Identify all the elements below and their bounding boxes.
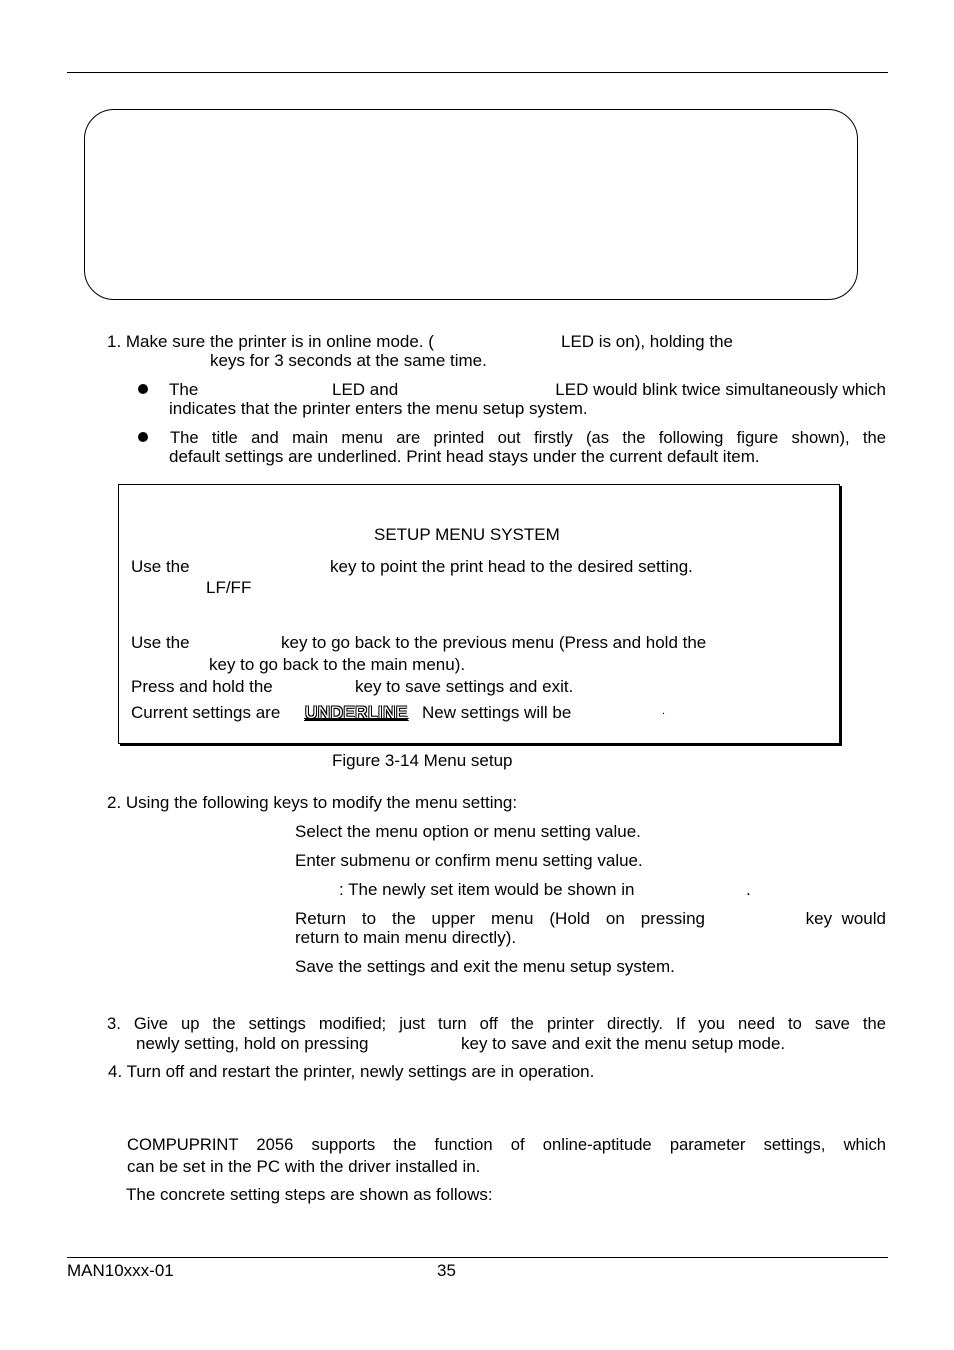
bullet1-line2: indicates that the printer enters the menu setup system. bbox=[169, 399, 588, 418]
figure-line5a: Press and hold the bbox=[131, 677, 273, 696]
key-desc-return-line2: return to main menu directly). bbox=[295, 928, 517, 947]
key-desc-note-end: . bbox=[746, 880, 751, 899]
step3-line2b: key to save and exit the menu setup mode. bbox=[461, 1034, 786, 1053]
bullet-dot bbox=[138, 432, 148, 442]
figure-line6b: New settings will be bbox=[422, 703, 572, 722]
section-para1-line1: COMPUPRINT 2056 supports the function of online-aptitude parameter settings, which bbox=[127, 1135, 886, 1154]
step1-line1a: 1. Make sure the printer is in online mode. ( bbox=[107, 332, 434, 351]
section-para1-line2: can be set in the PC with the driver installed in. bbox=[127, 1157, 481, 1176]
footer-rule bbox=[67, 1257, 888, 1258]
figure-line2: LF/FF bbox=[206, 578, 252, 597]
section-para2: The concrete setting steps are shown as follows: bbox=[126, 1185, 493, 1204]
figure-line6a: Current settings are bbox=[131, 703, 281, 722]
bullet1-part1: The bbox=[169, 380, 199, 399]
figure-line4: key to go back to the main menu). bbox=[209, 655, 466, 674]
step1-line1b: LED is on), holding the bbox=[561, 332, 733, 351]
figure-line5b: key to save settings and exit. bbox=[355, 677, 574, 696]
bullet-dot bbox=[138, 384, 148, 394]
figure-line1b: key to point the print head to the desired setting. bbox=[330, 557, 693, 576]
figure-line6-end: . bbox=[662, 705, 666, 717]
bullet1-part2: LED and bbox=[332, 380, 399, 399]
step1-line2: keys for 3 seconds at the same time. bbox=[210, 351, 487, 370]
step3-line1: 3. Give up the settings modified; just turn off the printer directly. If you need to save the bbox=[107, 1014, 886, 1033]
figure-caption: Figure 3-14 Menu setup bbox=[332, 751, 513, 770]
step2-intro: 2. Using the following keys to modify the menu setting: bbox=[107, 793, 518, 812]
bullet2-line2: default settings are underlined. Print head stays under the current default item. bbox=[169, 447, 760, 466]
figure-line1a: Use the bbox=[131, 557, 190, 576]
key-desc-return-b: key would bbox=[805, 909, 886, 928]
step3-line2a: newly setting, hold on pressing bbox=[136, 1034, 369, 1053]
header-rule bbox=[67, 72, 888, 73]
note-box bbox=[84, 109, 858, 300]
key-desc-note: : The newly set item would be shown in bbox=[339, 880, 635, 899]
figure-title: SETUP MENU SYSTEM bbox=[374, 525, 560, 544]
step4-line: 4. Turn off and restart the printer, newly settings are in operation. bbox=[108, 1062, 595, 1081]
key-desc-save: Save the settings and exit the menu setup system. bbox=[295, 957, 675, 976]
figure-line3b: key to go back to the previous menu (Press and hold the bbox=[281, 633, 707, 652]
key-desc-return: Return to the upper menu (Hold on pressing bbox=[295, 909, 705, 928]
underline-sample: UNDERLINE bbox=[305, 703, 408, 722]
page-number: 35 bbox=[437, 1261, 456, 1280]
key-desc-select: Select the menu option or menu setting value. bbox=[295, 822, 641, 841]
figure-line3a: Use the bbox=[131, 633, 190, 652]
bullet2-line1: The title and main menu are printed out firstly (as the following figure shown), the bbox=[170, 428, 886, 447]
bullet1-part3: LED would blink twice simultaneously which bbox=[555, 380, 886, 399]
footer-doc-code: MAN10xxx-01 bbox=[67, 1261, 174, 1280]
key-desc-enter: Enter submenu or confirm menu setting value. bbox=[295, 851, 643, 870]
